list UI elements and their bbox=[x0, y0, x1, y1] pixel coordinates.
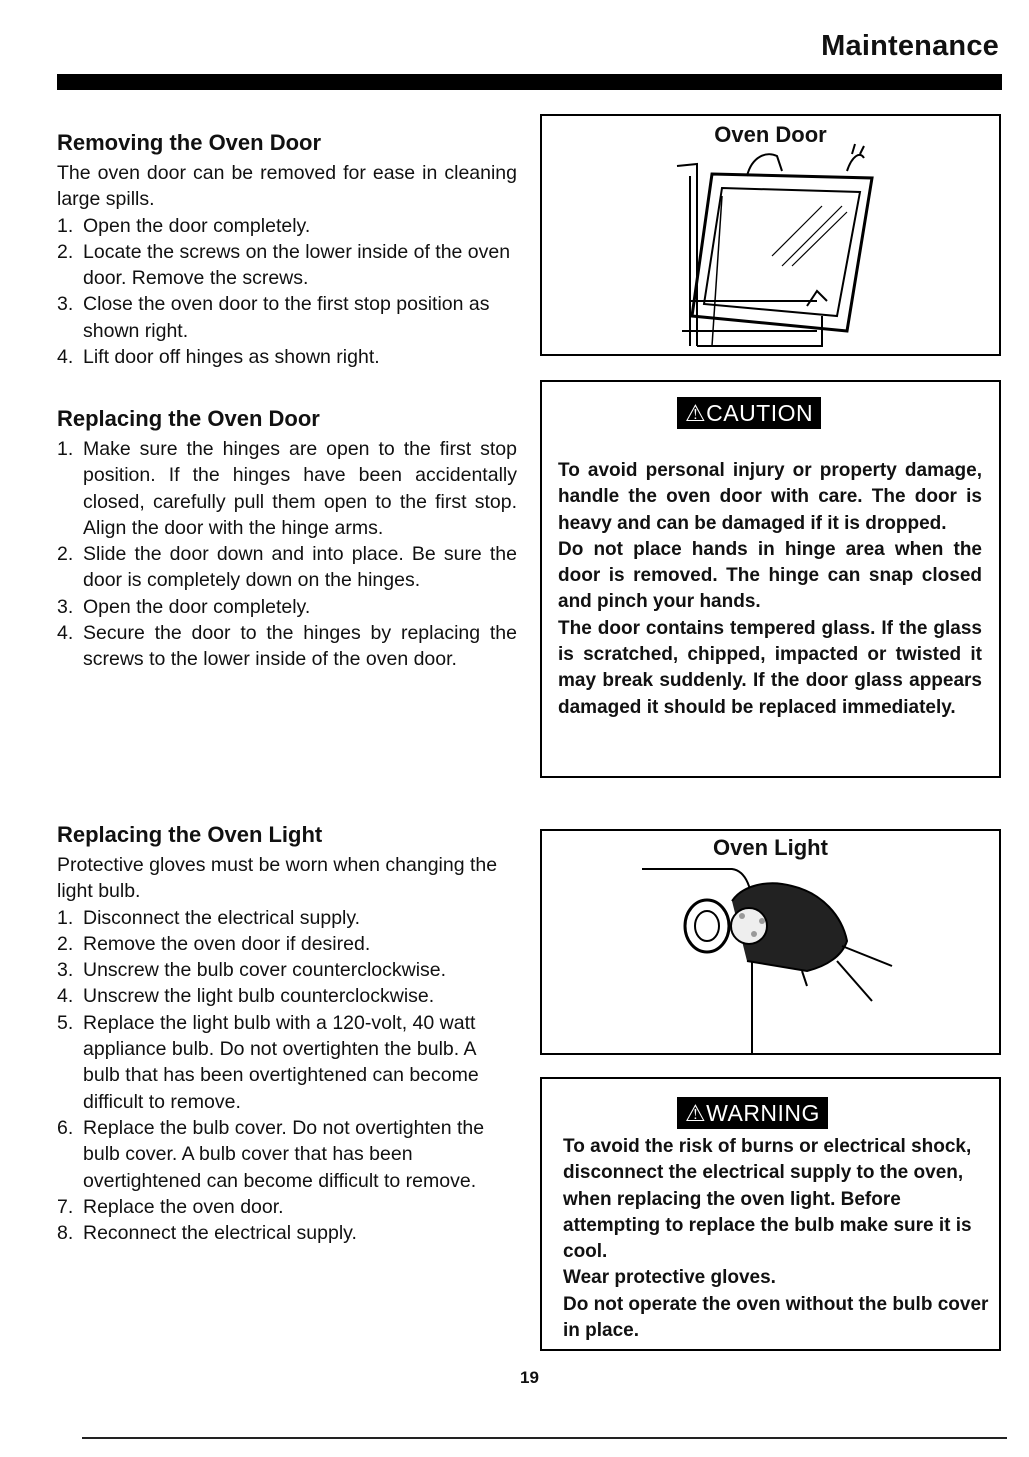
removing-door-step bbox=[57, 344, 517, 370]
caution-paragraph: The door contains tempered glass. If the glass is scratched, chipped, impacted or twisted it may break suddenly. If the door glass appears damaged it should be replaced immediately. bbox=[558, 617, 982, 718]
replacing-door-section bbox=[57, 406, 517, 673]
replacing-door-step bbox=[57, 541, 517, 594]
step-text: Make sure the hinges are open to the first stop position. If the hinges have been accidentally closed, carefully pull them open to the first stop. Align the door with the hinge arms. bbox=[83, 438, 517, 539]
caution-badge bbox=[677, 397, 821, 429]
header-rule bbox=[57, 74, 1002, 90]
step-text: Open the door completely. bbox=[83, 595, 311, 618]
removing-door-intro: The oven door can be removed for ease in cleaning large spills. bbox=[57, 162, 517, 211]
section-title-replacing-door: Replacing the Oven Door bbox=[57, 406, 320, 431]
replacing-light-step bbox=[57, 905, 517, 931]
step-number: 5. bbox=[57, 1011, 74, 1034]
oven-door-figure bbox=[540, 114, 1001, 356]
step-text: Slide the door down and into place. Be sure the door is completely down on the hinges. bbox=[83, 543, 517, 592]
step-number: 6. bbox=[57, 1116, 74, 1139]
step-number: 7. bbox=[57, 1195, 74, 1218]
replacing-door-steps bbox=[57, 436, 517, 673]
step-number: 1. bbox=[57, 438, 74, 460]
replacing-light-step bbox=[57, 1194, 517, 1220]
replacing-light-step bbox=[57, 983, 517, 1009]
replacing-door-step bbox=[57, 620, 517, 673]
step-text: Close the oven door to the first stop position as shown right. bbox=[83, 293, 490, 342]
page-number: 19 bbox=[520, 1368, 539, 1387]
step-text: Lift door off hinges as shown right. bbox=[83, 346, 380, 369]
replacing-light-step bbox=[57, 957, 517, 983]
removing-door-steps bbox=[57, 213, 517, 371]
warning-text bbox=[563, 1134, 991, 1344]
removing-door-step bbox=[57, 213, 517, 239]
replacing-door-step bbox=[57, 594, 517, 620]
step-text: Locate the screws on the lower inside of the oven door. Remove the screws. bbox=[83, 240, 511, 290]
warning-paragraph: Wear protective gloves. bbox=[563, 1267, 776, 1289]
step-text: Secure the door to the hinges by replacing the screws to the lower inside of the oven door. bbox=[83, 622, 517, 671]
step-text: Replace the oven door. bbox=[83, 1195, 284, 1218]
removing-door-section bbox=[57, 130, 517, 370]
replacing-light-step bbox=[57, 1115, 517, 1194]
replacing-door-step bbox=[57, 436, 517, 541]
warning-badge-label: WARNING bbox=[706, 1100, 820, 1126]
warning-badge bbox=[677, 1097, 828, 1129]
section-title-removing-door: Removing the Oven Door bbox=[57, 130, 322, 155]
warning-box bbox=[540, 1077, 1001, 1351]
replacing-light-step bbox=[57, 931, 517, 957]
step-text: Disconnect the electrical supply. bbox=[83, 906, 361, 929]
footer-rule bbox=[82, 1437, 1007, 1439]
step-text: Replace the light bulb with a 120-volt, 40 watt appliance bulb. Do not overtighten the bulb. A bulb that has been overtightened can become difficult to remove. bbox=[83, 1011, 479, 1113]
warning-triangle-icon: ⚠ bbox=[685, 400, 707, 426]
step-number: 4. bbox=[57, 346, 74, 369]
caution-paragraph: To avoid personal injury or property damage, handle the oven door with care. The door is heavy and can be damaged if it is dropped. bbox=[558, 460, 982, 534]
caution-badge-label: CAUTION bbox=[706, 400, 814, 426]
replacing-light-step bbox=[57, 1010, 517, 1115]
oven-door-illustration bbox=[542, 116, 999, 354]
replacing-light-steps bbox=[57, 905, 517, 1247]
removing-door-step bbox=[57, 239, 517, 292]
step-number: 1. bbox=[57, 906, 74, 929]
removing-door-step bbox=[57, 291, 517, 344]
step-text: Unscrew the bulb cover counterclockwise. bbox=[83, 959, 447, 982]
step-number: 2. bbox=[57, 240, 74, 263]
replacing-light-step bbox=[57, 1220, 517, 1246]
step-number: 3. bbox=[57, 959, 74, 982]
step-number: 4. bbox=[57, 985, 74, 1008]
step-number: 2. bbox=[57, 932, 74, 955]
oven-light-illustration bbox=[542, 831, 999, 1053]
step-number: 3. bbox=[57, 293, 74, 316]
oven-light-figure-title: Oven Light bbox=[713, 835, 828, 860]
step-text: Unscrew the light bulb counterclockwise. bbox=[83, 985, 435, 1008]
step-number: 8. bbox=[57, 1222, 74, 1245]
oven-door-figure-title: Oven Door bbox=[714, 122, 827, 147]
step-number: 4. bbox=[57, 622, 74, 645]
page-header-title: Maintenance bbox=[821, 30, 999, 62]
step-number: 3. bbox=[57, 595, 74, 618]
caution-box bbox=[540, 380, 1001, 778]
section-title-replacing-light: Replacing the Oven Light bbox=[57, 822, 323, 847]
replacing-light-section bbox=[57, 822, 517, 1246]
step-number: 2. bbox=[57, 543, 74, 566]
warning-triangle-icon: ⚠ bbox=[685, 1100, 707, 1126]
caution-paragraph: Do not place hands in hinge area when the door is removed. The hinge can snap closed and pinch your hands. bbox=[558, 538, 982, 613]
step-text: Replace the bulb cover. Do not overtighten the bulb cover. A bulb cover that has been overtightened can become difficult to remove. bbox=[83, 1116, 485, 1192]
step-text: Reconnect the electrical supply. bbox=[83, 1222, 357, 1245]
replacing-light-intro: Protective gloves must be worn when changing the light bulb. bbox=[57, 854, 498, 903]
warning-paragraph: Do not operate the oven without the bulb cover in place. bbox=[563, 1293, 989, 1342]
oven-light-figure bbox=[540, 829, 1001, 1055]
caution-text bbox=[558, 458, 982, 721]
warning-paragraph: To avoid the risk of burns or electrical shock, disconnect the electrical supply to the oven, when replacing the oven light. Before attempting to replace the bulb make sure it is cool. bbox=[563, 1136, 972, 1263]
step-number: 1. bbox=[57, 214, 74, 237]
step-text: Open the door completely. bbox=[83, 214, 311, 237]
step-text: Remove the oven door if desired. bbox=[83, 932, 371, 955]
